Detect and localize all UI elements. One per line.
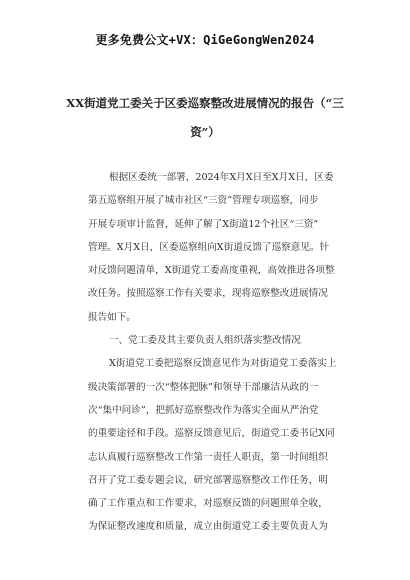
paragraph-2-line-1: X街道党工委把巡察反馈意见作为对街道党工委落实上 (109, 358, 337, 370)
document-title-line-2: 资”） (190, 125, 220, 139)
paragraph-2-line-8: 为保证整改速度和质量，成立由街道党工委主要负责人为 (88, 521, 328, 533)
paragraph-1-line-4: 管理。X月X日，区委巡察组向X街道反馈了巡察意见。针 (88, 241, 330, 253)
paragraph-1-line-6: 改任务。按照巡察工作有关要求，现将巡察整改进展情况 (88, 288, 328, 300)
paragraph-2-line-3: 次“集中问诊”，把抓好巡察整改作为落实全面从严治党 (88, 404, 319, 416)
paragraph-1-line-3: 开展专项审计监督，延伸了解了X街道12个社区“三资” (88, 218, 319, 230)
paragraph-2-line-5: 志认真履行巡察整改工作第一责任人职责，第一时间组织 (88, 451, 328, 463)
paragraph-2-line-4: 的重要途径和手段。巡察反馈意见后，街道党工委书记X同 (88, 428, 335, 440)
paragraph-1-line-1: 根据区委统一部署，2024年X月X日至X月X日，区委 (109, 172, 334, 183)
document-body (88, 166, 350, 539)
section-heading-1: 一、党工委及其主要负责人组织落实整改情况 (109, 335, 301, 347)
paragraph-1-line-5: 对反馈问题清单，X街道党工委高度重视，高效推进各项整 (88, 265, 335, 277)
promo-header: 更多免费公文+VX：QiGeGongWen2024 (95, 33, 315, 47)
paragraph-1-line-2: 第五巡察组开展了城市社区“三资”管理专项巡察，同步 (88, 195, 319, 207)
document-title-line-1: XX街道党工委关于区委巡察整改进展情况的报告（“三 (66, 96, 344, 110)
paragraph-2-line-6: 召开了党工委专题会议，研究部署巡察整改工作任务，明 (88, 474, 328, 486)
paragraph-2-line-2: 级决策部署的一次“整体把脉”和领导干部廉洁从政的一 (88, 381, 319, 393)
paragraph-1-line-7: 报告如下。 (88, 311, 136, 323)
paragraph-2-line-7: 确了工作重点和工作要求，对巡察反馈的问题照单全收， (88, 498, 328, 510)
